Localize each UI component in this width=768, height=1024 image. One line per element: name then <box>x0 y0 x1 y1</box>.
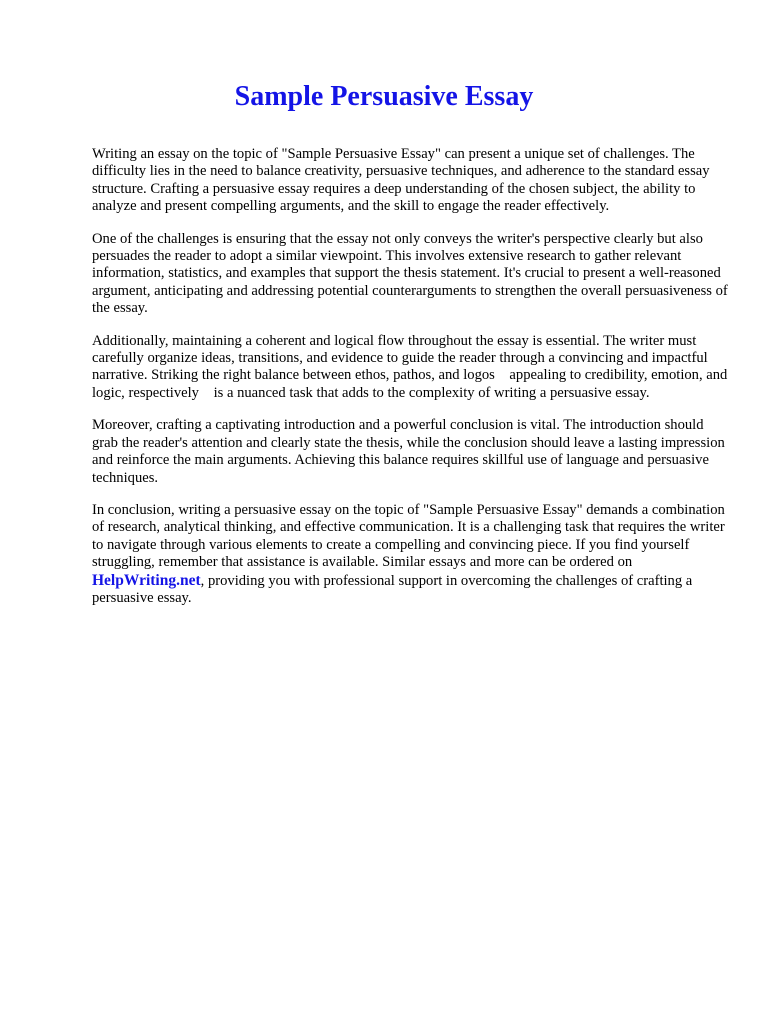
essay-body <box>92 146 732 622</box>
paragraph-conclusion <box>92 502 732 607</box>
paragraph-1: Writing an essay on the topic of "Sample Persuasive Essay" can present a unique set of challenges. The difficulty lies in the need to balance creativity, persuasive techniques, and adherence to the standard essay structure. Crafting a persuasive essay requires a deep understanding of the chosen subject, the ability to analyze and present compelling arguments, and the skill to engage the reader effectively. <box>92 146 710 215</box>
paragraph-4: Moreover, crafting a captivating introduction and a powerful conclusion is vital. The introduction should grab the reader's attention and clearly state the thesis, while the conclusion should leave a lasting impression and reinforce the main arguments. Achieving this balance requires skillful use of language and persuasive techniques. <box>92 417 725 486</box>
paragraph-2: One of the challenges is ensuring that the essay not only conveys the writer's perspective clearly but also persuades the reader to adopt a similar viewpoint. This involves extensive research to gather relevant information, statistics, and examples that support the thesis statement. It's crucial to present a well-reasoned argument, anticipating and addressing potential counterarguments to strengthen the overall persuasiveness of the essay. <box>92 230 728 317</box>
conclusion-text-after-link: , providing you with professional support in overcoming the challenges of crafting a persuasive essay. <box>92 572 693 606</box>
helpwriting-link[interactable]: HelpWriting.net <box>92 571 201 589</box>
page-title: Sample Persuasive Essay <box>234 81 534 112</box>
paragraph-3: Additionally, maintaining a coherent and logical flow throughout the essay is essential. The writer must carefully organize ideas, transitions, and evidence to guide the reader through a convincing and impactful narrative. Striking the right balance between ethos, pathos, and logos appealing to credibility, emotion, and logic, respectively is a nuanced task that adds to the complexity of writing a persuasive essay. <box>92 332 728 401</box>
conclusion-text-before-link: In conclusion, writing a persuasive essay on the topic of "Sample Persuasive Essay" demands a combination of research, analytical thinking, and effective communication. It is a challenging task that requires the writer to navigate through various elements to create a compelling and convincing piece. If you find yourself struggling, remember that assistance is available. Similar essays and more can be ordered on <box>92 501 725 571</box>
